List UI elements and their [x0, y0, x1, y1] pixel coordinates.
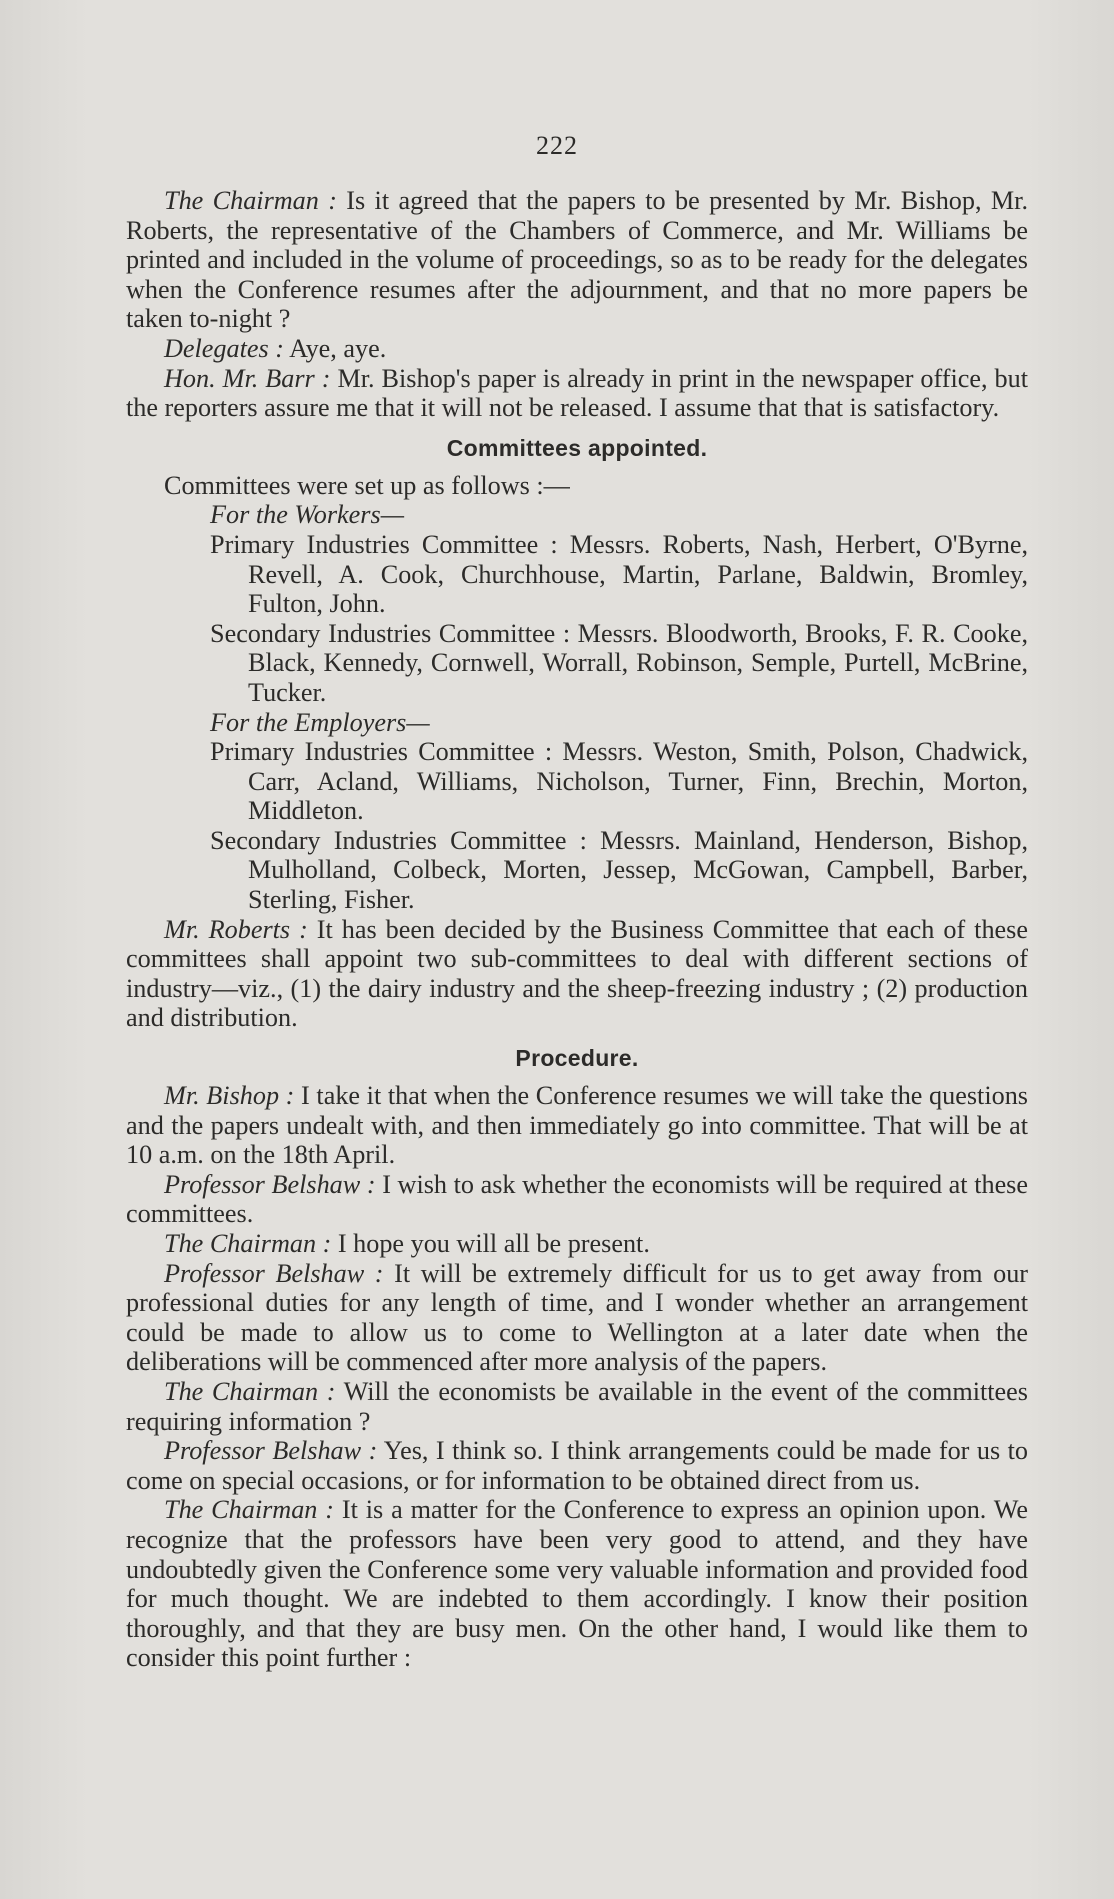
page-number: 222	[536, 131, 578, 160]
employers-primary-committee: Primary Industries Committee : Messrs. Weston, Smith, Polson, Chadwick, Carr, Acland, Williams, Nicholson, Turner, Finn, Brechin, Morton, Middleton.	[210, 737, 1028, 826]
speech-text: I take it that when the Conference resumes we will take the questions and the papers undealt with, and then immediately go into committee. That will be at 10 a.m. on the 18th April.	[126, 1081, 1028, 1170]
paragraph	[126, 1229, 1028, 1259]
speech-text: Aye, aye.	[283, 333, 387, 363]
speaker-name: The Chairman :	[164, 1495, 334, 1525]
paragraph	[126, 1495, 1028, 1673]
paragraph	[126, 364, 1028, 423]
speech-text: Mr. Bishop's paper is already in print in the newspaper office, but the reporters assure me that it will not be released. I assume that that is satisfactory.	[126, 363, 1028, 423]
speech-text: It has been decided by the Business Committee that each of these committees shall appoint two sub-committees to deal with different sections of industry—viz., (1) the dairy industry and the sheep-freezing industry ; (2) production and distribution.	[126, 914, 1028, 1033]
paragraph	[126, 186, 1028, 334]
speaker-name: Mr. Roberts :	[164, 914, 308, 944]
speaker-name: Professor Belshaw :	[164, 1258, 384, 1288]
paragraph	[126, 1377, 1028, 1436]
speaker-name: Professor Belshaw :	[164, 1169, 376, 1199]
speaker-name: Hon. Mr. Barr :	[164, 363, 331, 393]
workers-label: For the Workers—	[210, 500, 404, 530]
speech-text: Is it agreed that the papers to be presented by Mr. Bishop, Mr. Roberts, the representative of the Chambers of Commerce, and Mr. Williams be printed and included in the volume of proceedings, so as to be ready for the delegates when the Conference resumes after the adjournment, and that no more papers be taken to-night ?	[126, 186, 1028, 334]
speaker-name: Delegates :	[164, 333, 284, 363]
speech-text: I hope you will all be present.	[331, 1229, 650, 1258]
paragraph	[126, 1259, 1028, 1377]
speech-text: It will be extremely difficult for us to get away from our professional duties for any length of time, and I wonder whether an arrangement could be made to allow us to come to Wellington at a later date when the deliberations will be commenced after more analysis of the papers.	[126, 1258, 1029, 1377]
paragraph	[126, 334, 1028, 364]
employers-label: For the Employers—	[210, 707, 430, 737]
workers-secondary-committee: Secondary Industries Committee : Messrs. Bloodworth, Brooks, F. R. Cooke, Black, Kennedy, Cornwell, Worrall, Robinson, Semple, Purtell, McBrine, Tucker.	[210, 618, 1028, 707]
speaker-name: The Chairman :	[164, 1229, 332, 1258]
speech-text: It is a matter for the Conference to express an opinion upon. We recognize that the professors have been very good to attend, and they have undoubtedly given the Conference some very valuable information and provided food for much thought. We are indebted to them accordingly. I know their position thoroughly, and that they are busy men. On the other hand, I would like them to consider this point further :	[126, 1495, 1028, 1673]
workers-primary-committee: Primary Industries Committee : Messrs. Roberts, Nash, Herbert, O'Byrne, Revell, A. Cook, Churchhouse, Martin, Parlane, Baldwin, Bromley, Fulton, John.	[210, 529, 1028, 619]
paragraph	[126, 1081, 1028, 1170]
employers-secondary-committee: Secondary Industries Committee : Messrs. Mainland, Henderson, Bishop, Mulholland, Colbeck, Morten, Jessep, McGowan, Campbell, Barber, Sterling, Fisher.	[210, 825, 1028, 915]
speech-text: Yes, I think so. I think arrangements could be made for us to come on special occasions, or for information to be obtained direct from us.	[126, 1436, 1028, 1495]
section-heading-committees: Committees appointed.	[446, 434, 708, 461]
speaker-name: The Chairman :	[164, 1376, 336, 1406]
committees-intro: Committees were set up as follows :—	[164, 470, 570, 500]
section-heading-procedure: Procedure.	[515, 1045, 639, 1072]
speaker-name: Professor Belshaw :	[164, 1436, 378, 1466]
text-column	[126, 186, 1028, 1673]
paragraph	[126, 1170, 1028, 1229]
paragraph	[126, 1436, 1028, 1495]
speech-text: Will the economists be available in the event of the committees requiring information ?	[126, 1376, 1028, 1436]
speaker-name: The Chairman :	[164, 186, 337, 215]
speaker-name: Mr. Bishop :	[164, 1081, 295, 1111]
speech-text: I wish to ask whether the economists will be required at these committees.	[126, 1169, 1029, 1229]
paragraph	[126, 915, 1028, 1033]
